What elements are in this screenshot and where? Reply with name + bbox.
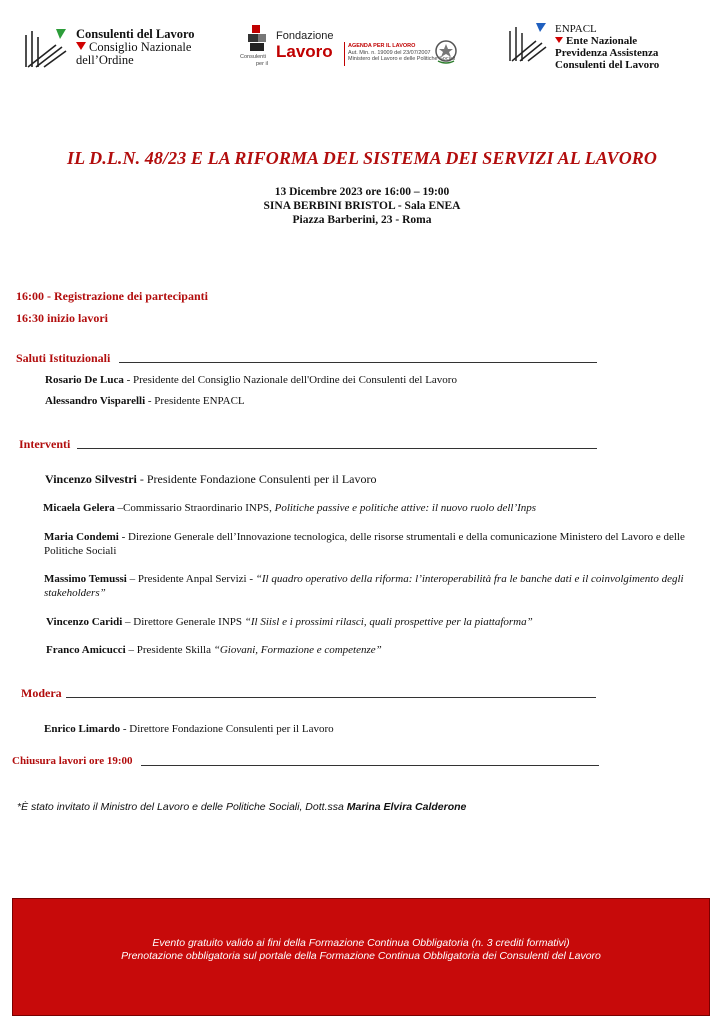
agenda-divider xyxy=(344,42,345,66)
speaker-entry xyxy=(46,643,696,657)
speaker-entry xyxy=(44,530,710,558)
speaker-name: Vincenzo Caridi xyxy=(46,616,123,628)
start-time: 16:30 inizio lavori xyxy=(16,311,108,325)
fondazione-word: Fondazione xyxy=(276,30,334,42)
speaker-entry xyxy=(45,394,695,408)
speaker-role: - Direttore Fondazione Consulenti per il Lavoro xyxy=(120,723,334,735)
lavoro-word: Lavoro xyxy=(276,42,333,61)
footer-line2: Prenotazione obbligatoria sul portale della Formazione Continua Obbligatoria dei Consulenti del Lavoro xyxy=(121,950,601,962)
closing-time: Chiusura lavori ore 19:00 xyxy=(12,755,133,767)
speaker-topic: “Il Siisl e i prossimi rilasci, quali prospettive per la piattaforma” xyxy=(244,616,533,628)
section-rule xyxy=(141,765,599,766)
speaker-name: Maria Condemi xyxy=(44,531,119,543)
event-address: Piazza Barberini, 23 - Roma xyxy=(292,214,432,226)
registration-time: 16:00 - Registrazione dei partecipanti xyxy=(16,289,208,303)
speaker-name: Enrico Limardo xyxy=(44,723,121,735)
event-date: 13 Dicembre 2023 ore 16:00 – 19:00 xyxy=(274,186,450,198)
speaker-role: – Presidente Skilla xyxy=(125,644,214,656)
cdl-logo-mark-icon xyxy=(22,27,70,71)
speaker-entry xyxy=(44,722,694,736)
section-rule xyxy=(66,697,596,698)
enpacl-line4: Consulenti del Lavoro xyxy=(555,59,660,71)
speaker-entry xyxy=(45,472,695,486)
page-title: IL D.L.N. 48/23 E LA RIFORMA DEL SISTEMA DEI SERVIZI AL LAVORO xyxy=(66,148,657,168)
speaker-topic: Politiche passive e politiche attive: il nuovo ruolo dell’Inps xyxy=(274,502,537,514)
cdl-logo-line1: Consulenti del Lavoro xyxy=(76,27,195,41)
speaker-entry xyxy=(44,572,704,600)
speaker-role: - Presidente ENPACL xyxy=(145,395,245,407)
speaker-name: Micaela Gelera xyxy=(43,502,115,514)
speaker-role: – Presidente Anpal Servizi - xyxy=(126,573,256,585)
red-triangle-icon xyxy=(555,37,563,43)
speaker-role: - Direzione Generale dell’Innovazione tecnologica, delle risorse strumentali e della comunicazione Ministero del Lavoro e delle Politiche Sociali xyxy=(44,531,685,557)
agenda-line3: Ministero del Lavoro e delle Politiche Sociali xyxy=(348,56,456,62)
speaker-topic: “Giovani, Formazione e competenze” xyxy=(213,644,382,656)
speaker-name: Rosario De Luca xyxy=(45,374,124,386)
section-rule xyxy=(77,448,597,449)
section-rule xyxy=(119,362,597,363)
speaker-topic: “Il quadro operativo della riforma: l’interoperabilità fra le banche dati e il coinvolgimento degli stakeholders” xyxy=(44,573,684,599)
section-saluti-heading: Saluti Istituzionali xyxy=(16,351,111,365)
speaker-role: – Direttore Generale INPS xyxy=(122,616,245,628)
enpacl-logo-mark-icon xyxy=(506,21,550,65)
speaker-name: Alessandro Visparelli xyxy=(45,395,146,407)
cdl-logo-line2: Consiglio Nazionale xyxy=(89,40,192,54)
footer-banner xyxy=(12,898,710,1016)
republic-emblem-icon xyxy=(434,39,458,65)
invitation-note xyxy=(17,801,466,813)
enpacl-line2: Ente Nazionale xyxy=(566,35,638,47)
event-venue: SINA BERBINI BRISTOL - Sala ENEA xyxy=(263,200,461,212)
cdl-logo-line3: dell’Ordine xyxy=(76,53,134,67)
section-interventi-heading: Interventi xyxy=(19,437,71,451)
speaker-name: Franco Amicucci xyxy=(46,644,126,656)
speaker-entry xyxy=(46,615,696,629)
invitation-note-text: *È stato invitato il Ministro del Lavoro e delle Politiche Sociali, Dott.ssa xyxy=(17,801,347,813)
speaker-entry xyxy=(45,373,695,387)
fondazione-small1: Consulenti xyxy=(240,54,266,60)
fondazione-cubes-icon xyxy=(246,24,268,52)
section-modera-heading: Modera xyxy=(21,686,62,700)
fondazione-small2: per il xyxy=(256,61,268,67)
invitation-note-name: Marina Elvira Calderone xyxy=(346,801,467,813)
speaker-role: - Presidente del Consiglio Nazionale dell'Ordine dei Consulenti del Lavoro xyxy=(123,374,457,386)
speaker-name: Massimo Temussi xyxy=(44,573,127,585)
agenda-line2: Aut. Min. n. 19009 del 23/07/2007 xyxy=(348,49,431,56)
red-triangle-icon xyxy=(76,42,86,50)
speaker-role: - Presidente Fondazione Consulenti per il Lavoro xyxy=(136,472,377,486)
agenda-line1: AGENDA PER IL LAVORO xyxy=(348,43,416,49)
speaker-role: –Commissario Straordinario INPS, xyxy=(114,502,275,514)
enpacl-line1: ENPACL xyxy=(555,23,597,35)
enpacl-line3: Previdenza Assistenza xyxy=(555,47,659,59)
footer-line1: Evento gratuito valido ai fini della Formazione Continua Obbligatoria (n. 3 crediti formativi) xyxy=(152,937,570,949)
speaker-name: Vincenzo Silvestri xyxy=(45,472,137,486)
speaker-entry xyxy=(43,501,693,515)
